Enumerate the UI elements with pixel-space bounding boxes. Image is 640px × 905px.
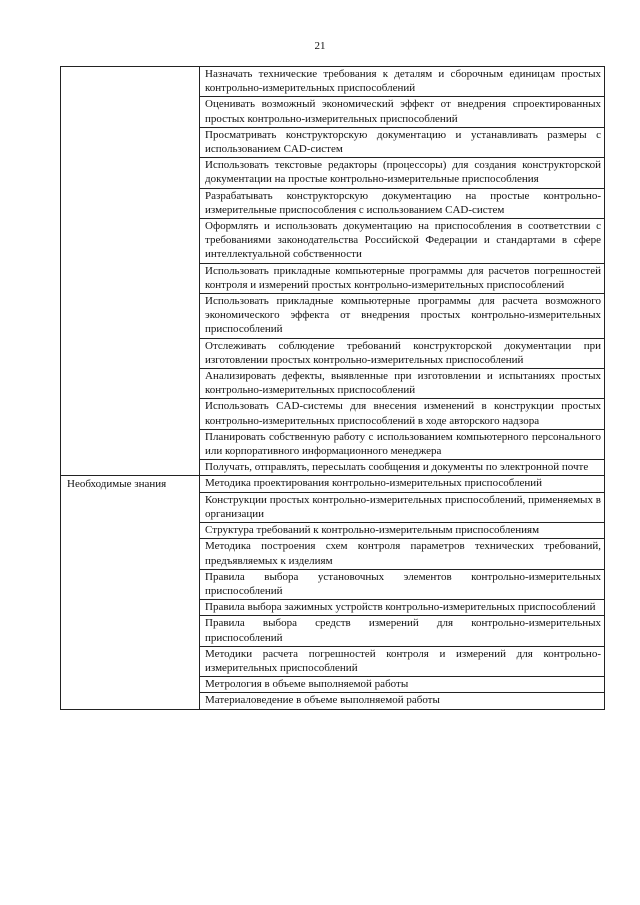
section-label	[61, 67, 200, 476]
page-number: 21	[314, 40, 326, 52]
requirement-item: Разрабатывать конструкторскую документацию на простые контрольно-измерительные приспособления с использованием CAD-систем	[200, 188, 605, 218]
requirement-item: Использовать текстовые редакторы (процессоры) для создания конструкторской документации на простые контрольно-измерительные приспособления	[200, 158, 605, 188]
requirement-item: Конструкции простых контрольно-измерительных приспособлений, применяемых в организации	[200, 492, 605, 522]
requirement-item: Методика проектирования контрольно-измерительных приспособлений	[200, 476, 605, 492]
requirement-item: Планировать собственную работу с использованием компьютерного персонального или корпоративного информационного менеджера	[200, 429, 605, 459]
requirement-item: Структура требований к контрольно-измерительным приспособлениям	[200, 523, 605, 539]
requirement-item: Назначать технические требования к деталям и сборочным единицам простых контрольно-измерительных приспособлений	[200, 67, 605, 97]
requirement-item: Методики расчета погрешностей контроля и измерений для контрольно-измерительных приспособлений	[200, 646, 605, 676]
table-row	[61, 476, 605, 492]
requirement-item: Метрология в объеме выполняемой работы	[200, 677, 605, 693]
requirement-item: Просматривать конструкторскую документацию и устанавливать размеры с использованием CAD-систем	[200, 127, 605, 157]
requirement-item: Использовать прикладные компьютерные программы для расчетов погрешностей контроля и измерений простых контрольно-измерительных приспособлений	[200, 263, 605, 293]
requirement-item: Методика построения схем контроля параметров технических требований, предъявляемых к изделиям	[200, 539, 605, 569]
requirement-item: Оформлять и использовать документацию на приспособления в соответствии с требованиями законодательства Российской Федерации и стандартами в сфере интеллектуальной собственности	[200, 219, 605, 264]
table-row	[61, 67, 605, 97]
requirement-item: Правила выбора установочных элементов контрольно-измерительных приспособлений	[200, 569, 605, 599]
requirement-item: Оценивать возможный экономический эффект от внедрения спроектированных простых контрольно-измерительных приспособлений	[200, 97, 605, 127]
requirement-item: Использовать CAD-системы для внесения изменений в конструкции простых контрольно-измерительных приспособлений в ходе авторского надзора	[200, 399, 605, 429]
requirement-item: Правила выбора зажимных устройств контрольно-измерительных приспособлений	[200, 600, 605, 616]
requirement-item: Анализировать дефекты, выявленные при изготовлении и испытаниях простых контрольно-измерительных приспособлений	[200, 369, 605, 399]
requirement-item: Материаловедение в объеме выполняемой работы	[200, 693, 605, 709]
requirement-item: Отслеживать соблюдение требований конструкторской документации при изготовлении простых контрольно-измерительных приспособлений	[200, 338, 605, 368]
requirements-table	[60, 66, 605, 710]
section-label: Необходимые знания	[61, 476, 200, 709]
requirement-item: Использовать прикладные компьютерные программы для расчета возможного экономического эффекта от внедрения простых контрольно-измерительных приспособлений	[200, 294, 605, 339]
requirement-item: Получать, отправлять, пересылать сообщения и документы по электронной почте	[200, 460, 605, 476]
requirement-item: Правила выбора средств измерений для контрольно-измерительных приспособлений	[200, 616, 605, 646]
